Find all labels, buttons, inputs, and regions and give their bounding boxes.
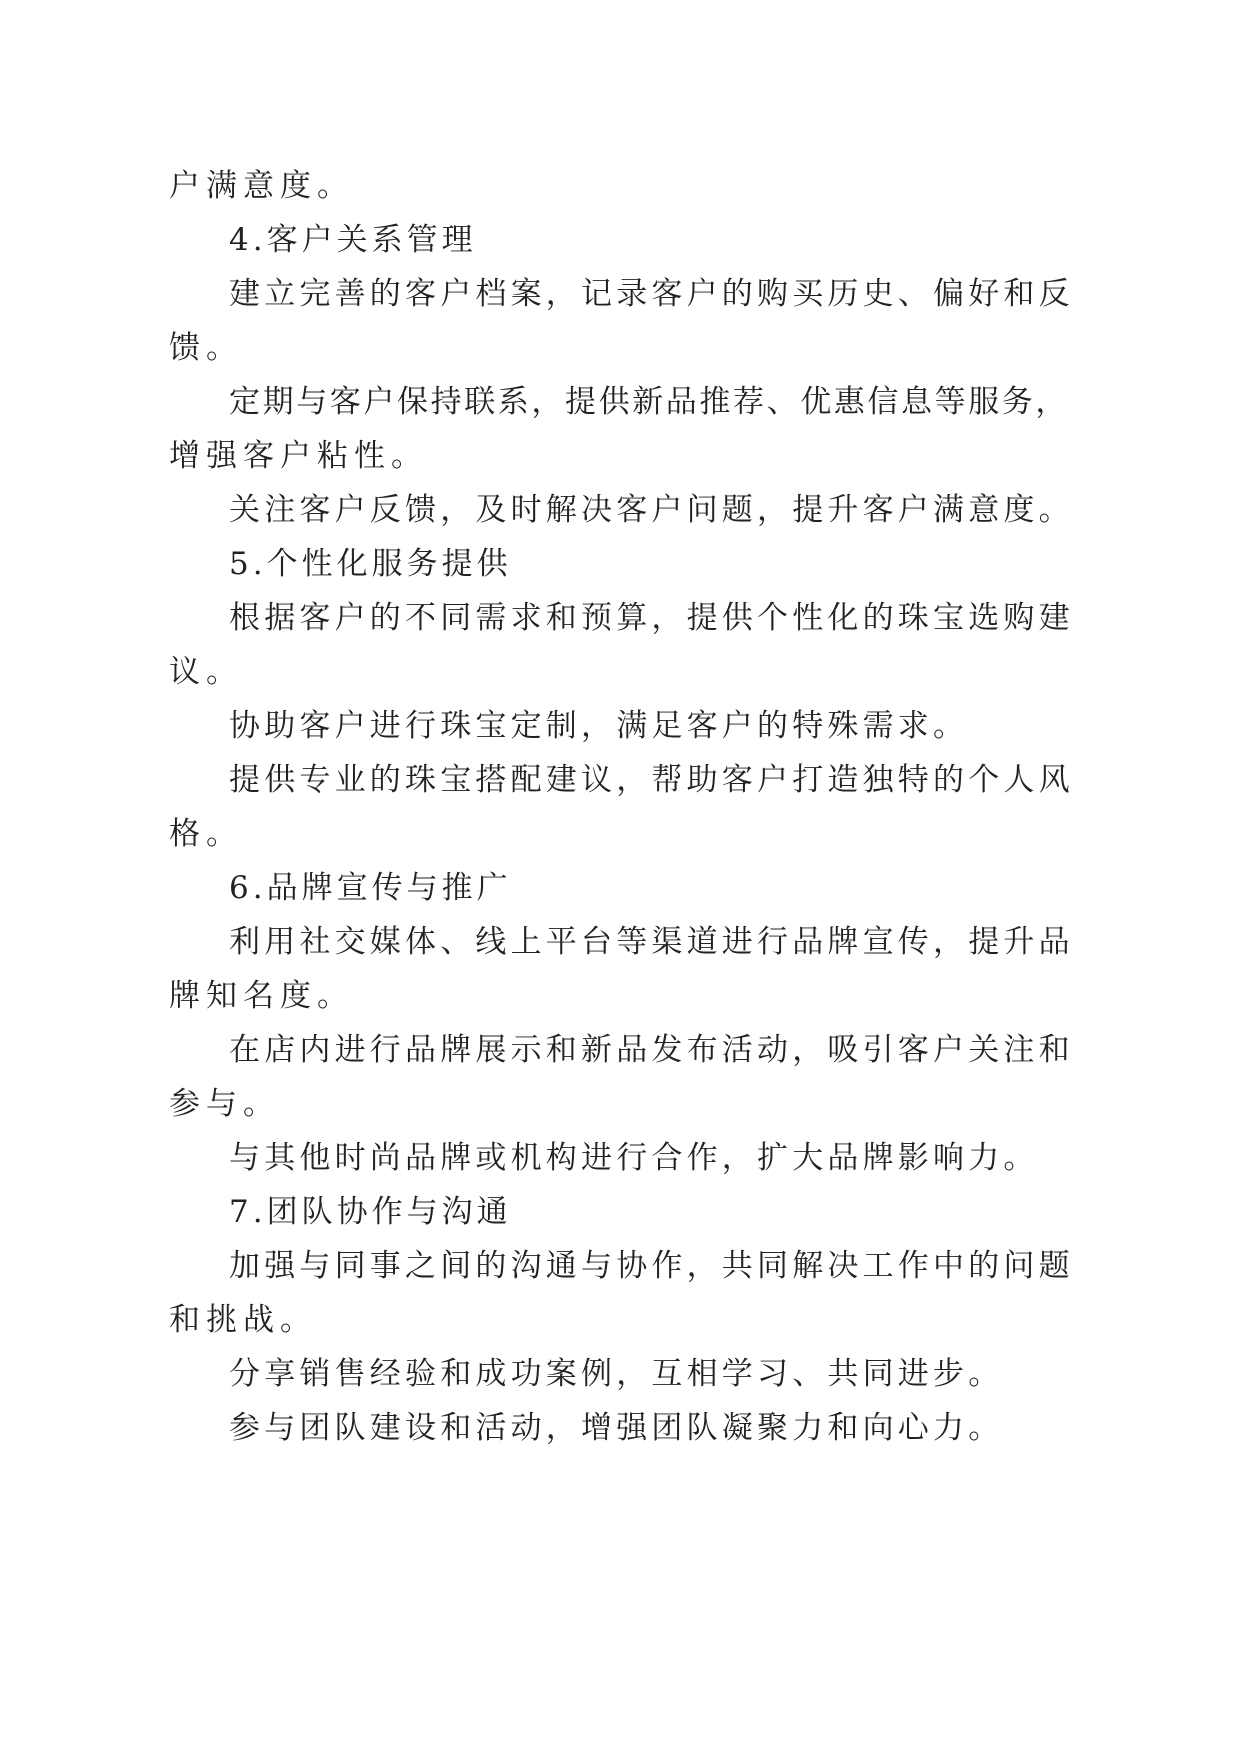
text-line: 馈。 bbox=[169, 330, 243, 366]
text-line: 牌知名度。 bbox=[169, 978, 354, 1014]
text-line: 格。 bbox=[169, 816, 243, 852]
section-heading: 7.团队协作与沟通 bbox=[229, 1194, 512, 1230]
text-line: 参与团队建设和活动，增强团队凝聚力和向心力。 bbox=[229, 1410, 1004, 1446]
section-heading: 4.客户关系管理 bbox=[229, 222, 477, 258]
section-heading: 5.个性化服务提供 bbox=[229, 546, 512, 582]
section-heading: 6.品牌宣传与推广 bbox=[229, 870, 512, 906]
text-line: 建立完善的客户档案，记录客户的购买历史、偏好和反 bbox=[229, 276, 1074, 312]
text-line: 加强与同事之间的沟通与协作，共同解决工作中的问题 bbox=[229, 1248, 1074, 1284]
text-line: 与其他时尚品牌或机构进行合作，扩大品牌影响力。 bbox=[229, 1140, 1039, 1176]
text-line: 根据客户的不同需求和预算，提供个性化的珠宝选购建 bbox=[229, 600, 1074, 636]
text-line: 定期与客户保持联系，提供新品推荐、优惠信息等服务， bbox=[229, 384, 1069, 420]
text-line: 分享销售经验和成功案例，互相学习、共同进步。 bbox=[229, 1356, 1004, 1392]
text-line: 参与。 bbox=[169, 1086, 280, 1122]
text-line: 户满意度。 bbox=[169, 168, 354, 204]
text-line: 和挑战。 bbox=[169, 1302, 317, 1338]
text-line: 在店内进行品牌展示和新品发布活动，吸引客户关注和 bbox=[229, 1032, 1074, 1068]
text-line: 关注客户反馈，及时解决客户问题，提升客户满意度。 bbox=[229, 492, 1074, 528]
text-line: 增强客户粘性。 bbox=[169, 438, 428, 474]
text-line: 利用社交媒体、线上平台等渠道进行品牌宣传，提升品 bbox=[229, 924, 1074, 960]
text-line: 提供专业的珠宝搭配建议，帮助客户打造独特的个人风 bbox=[229, 762, 1074, 798]
text-line: 协助客户进行珠宝定制，满足客户的特殊需求。 bbox=[229, 708, 969, 744]
text-line: 议。 bbox=[169, 654, 243, 690]
